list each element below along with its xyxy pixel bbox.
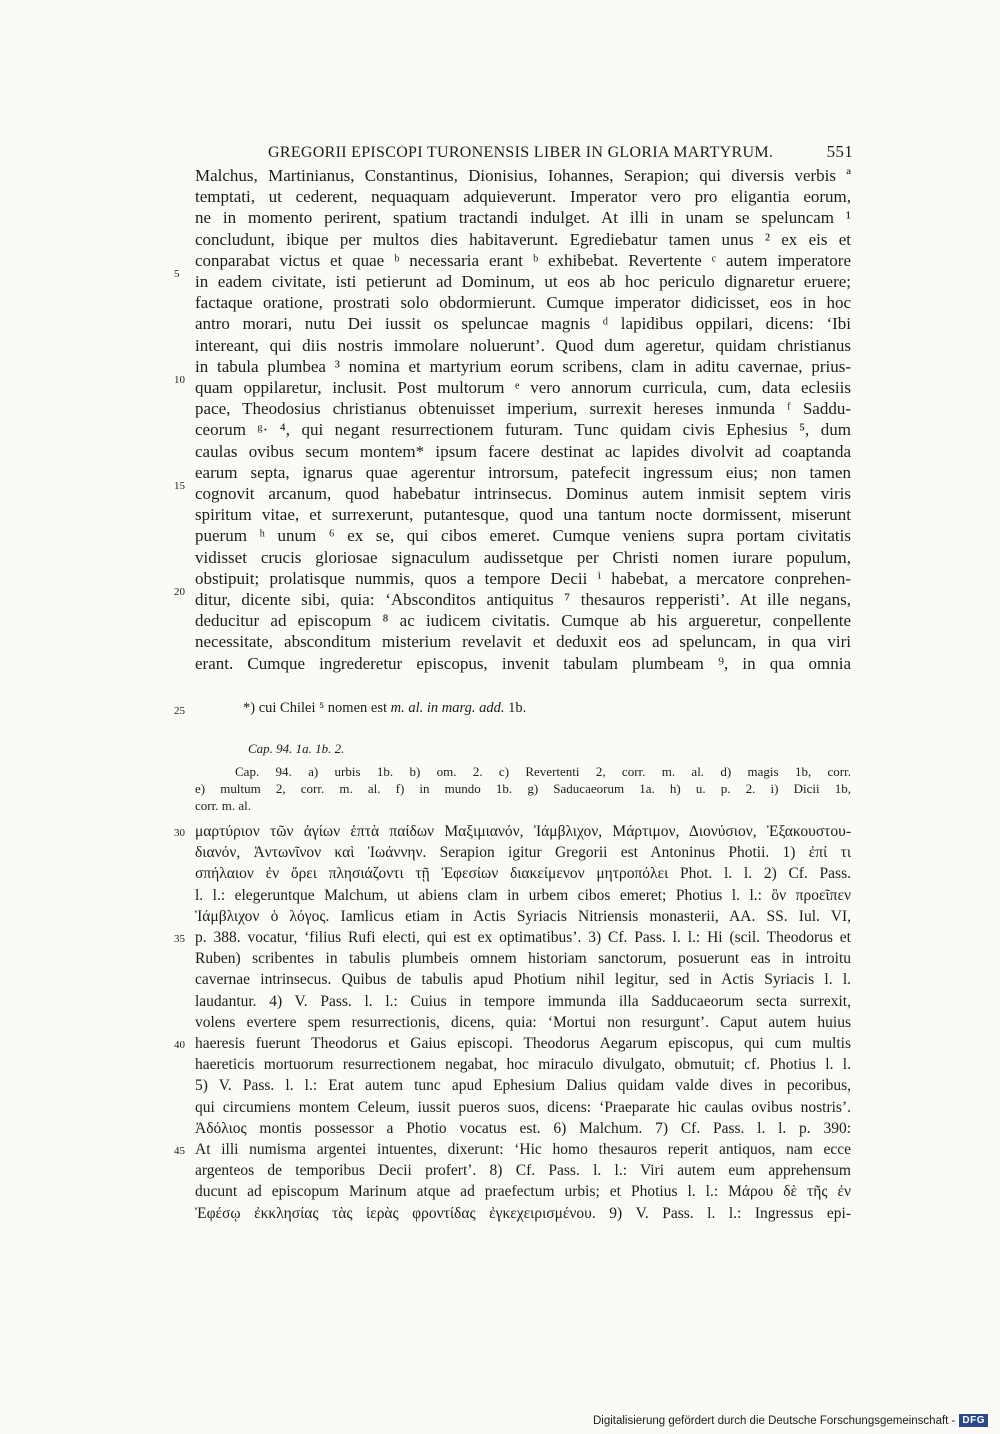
commentary-line: σπήλαιον ἐν ὄρει πλησιάζοντι τῇ Ἐφεσίων διακείμενον μητροπόλει Phot. l. l. 2) Cf. Pass. [195, 865, 851, 883]
commentary-line: laudantur. 4) V. Pass. l. l.: Cuius in tempore immunda illa Sadducaeorum secta surrexit, [195, 992, 851, 1010]
chapter-witnesses: Cap. 94. 1a. 1b. 2. [248, 741, 345, 756]
page-number: 551 [826, 142, 853, 161]
line-number: 45 [174, 1145, 185, 1157]
line-number: 30 [174, 827, 185, 839]
line-number: 20 [174, 586, 185, 598]
main-line: quam oppilaretur, inclusit. Post multorum ᵉ vero annorum curricula, cum, data eclesiis [195, 378, 851, 397]
footnote-text: 1b. [504, 700, 527, 716]
main-line: in eadem civitate, isti petierunt ad Dominum, ut eos ab hoc periculo dignaretur eruere; [195, 272, 851, 291]
commentary-line: qui circumiens montem Celeum, iussit pueros suos, dicens: ‘Praeparate hic caulas ovibus nostris’. [195, 1098, 851, 1116]
main-line: antro morari, nutu Dei iussit os speluncae magnis ᵈ lapidibus oppilari, dicens: ‘Ibi [195, 314, 851, 334]
commentary-line: Ἐφέσῳ ἐκκλησίας τὰς ἱερὰς φροντίδας ἐγκεχειρισμένου. 9) V. Pass. l. l.: Ingressus epi- [195, 1204, 851, 1222]
main-line: in tabula plumbea ³ nomina et martyrium eorum scribens, clam in aditu cavernae, prius- [195, 356, 851, 376]
main-line: earum septa, ignarus quae agerentur introrsum, patefecit ingressum eius; non tamen [195, 462, 851, 482]
line-number: 25 [174, 705, 185, 717]
apparatus-line: e) multum 2, corr. m. al. f) in mundo 1b. g) Saducaeorum 1a. h) u. p. 2. i) Dicii 1b, [195, 781, 851, 796]
line-number: 35 [174, 933, 185, 945]
main-line: intereant, qui diis nostris immolare noluerunt’. Quod dum ageretur, quidam christianus [195, 335, 851, 355]
main-line: pace, Theodosius christianus obtenuisset imperium, surrexit hereses inmunda ᶠ Saddu- [195, 399, 851, 419]
main-line: Malchus, Martinianus, Constantinus, Dionisius, Iohannes, Serapion; qui diversis verbis ª [195, 166, 851, 185]
line-number: 40 [174, 1039, 185, 1051]
main-line: puerum ʰ unum ⁶ ex se, qui cibos emeret. Cumque veniens supra portam civitatis [195, 526, 851, 546]
commentary-line: l. l.: elegeruntque Malchum, ut abiens clam in urbem cibos emeret; Photius l. l.: ὃν προεῖπεν [195, 886, 851, 904]
main-line: caulas ovibus secum montem* ipsum facere destinat ac lapides divolvit ad coaptanda [195, 441, 851, 461]
commentary-line: haeresis fuerunt Theodorus et Gaius episcopi. Theodorus Aegarum episcopus, qui cum multis [195, 1035, 851, 1052]
main-line: conparabat victus et quae ᵇ necessaria erant ᵇ exhibebat. Revertente ᶜ autem imperatore [195, 250, 851, 270]
commentary-line: Ἀδόλιος montis possessor a Photio vocatus est. 6) Malchum. 7) Cf. Pass. l. l. p. 390: [195, 1119, 851, 1137]
line-number: 5 [174, 268, 180, 280]
commentary-line: ducunt ad episcopum Marinum atque ad praefectum urbis; et Photius l. l.: Μάρου δὲ τῆς ἐν [195, 1183, 851, 1201]
main-line: erant. Cumque ingrederetur episcopus, invenit tabulam plumbeam ⁹, in qua omnia [195, 653, 851, 673]
line-number: 10 [174, 374, 185, 386]
commentary-line: μαρτύριον τῶν ἁγίων ἑπτὰ παίδων Μαξιμιανόν, Ἰάμβλιχον, Μάρτιμον, Διονύσιον, Ἐξακουστου- [195, 823, 851, 840]
commentary-line: Ruben) scribentes in tabulis plumbeis omnem historiam sanctorum, posuerunt eas in introitu [195, 950, 851, 968]
commentary-line: p. 388. vocatur, ‘filius Rufi electi, qui est ex optimatibus’. 3) Cf. Pass. l. l.: Hi (scil. Theodorus et [195, 929, 851, 946]
main-line: ditur, dicente sibi, quia: ‘Absconditos antiquitus ⁷ thesauros repperisti’. At ille negans, [195, 590, 851, 609]
commentary-line: 5) V. Pass. l. l.: Erat autem tunc apud Ephesium Dalius quidam valde dives in pecoribus, [195, 1077, 851, 1095]
apparatus-line: Cap. 94. a) urbis 1b. b) om. 2. c) Revertenti 2, corr. m. al. d) magis 1b, corr. [235, 764, 851, 779]
commentary-line: At illi numisma argentei intuentes, dixerunt: ‘Hic homo thesauros reperit antiquos, nam ecce [195, 1141, 851, 1158]
starred-footnote [243, 700, 526, 717]
main-line: temptati, ut cederent, nequaquam adquieverunt. Imperator vero pro eligantia eorum, [195, 187, 851, 207]
main-line: cognovit arcanum, quod habebatur intrinsecus. Dominus autem inmisit septem viris [195, 484, 851, 503]
footnote-text-italic: m. al. in marg. add. [390, 700, 505, 716]
main-line: obstipuit; prolatisque nummis, quos a tempore Decii ⁱ habebat, a mercatore conprehen- [195, 568, 851, 588]
apparatus-line: corr. m. al. [195, 798, 251, 813]
commentary-line: volens evertere spem resurrectionis, dicens, quia: ‘Mortui non resurgunt’. Caput autem huius [195, 1013, 851, 1031]
main-line: ceorum ᵍ· ⁴, qui negant resurrectionem futuram. Tunc quidam civis Ephesius ⁵, dum [195, 420, 851, 440]
main-line: factaque oratione, prostrati solo obdormierunt. Cumque imperator didicisset, eos in hoc [195, 293, 851, 313]
commentary-line: argenteos de temporibus Decii profert’. 8) Cf. Pass. l. l.: Viri autem eum apprehensum [195, 1162, 851, 1180]
commentary-line: haereticis mortuorum resurrectionem negabat, hoc miraculo divulgato, obmutuit; cf. Photius l. l. [195, 1056, 851, 1074]
main-line: necessitate, absconditum misterium revelavit et deduxit eos ad speluncam, in qua viri [195, 632, 851, 652]
running-title: GREGORII EPISCOPI TURONENSIS LIBER IN GLORIA MARTYRUM. [268, 144, 774, 161]
footer-text: Digitalisierung gefördert durch die Deutsche Forschungsgemeinschaft - [592, 1414, 956, 1427]
running-header [268, 142, 853, 162]
commentary-line: Ἰάμβλιχον ὁ λόγος. Iamlicus etiam in Actis Syriacis Nitriensis monasterii, AA. SS. Iul. VI, [195, 907, 851, 925]
footnote-text: *) cui Chilei ⁵ nomen est [243, 700, 391, 716]
commentary-line: διανόν, Ἀντωνῖνον καὶ Ἰωάννην. Serapion igitur Gregorii est Antoninus Photii. 1) ἐπί τι [195, 844, 851, 862]
line-number: 15 [174, 480, 185, 492]
main-line: concludunt, ibique per multos dies habitaverunt. Egrediebatur tamen unus ² ex eis et [195, 229, 851, 249]
commentary-line: cavernae intrinsecus. Quibus de tabulis apud Photium nihil legitur, sed in Actis Syriacis l. l. [195, 971, 851, 989]
digitization-footer [593, 1414, 988, 1427]
main-line: ne in momento perirent, spatium tractandi indulget. At illi in unam se speluncam ¹ [195, 208, 851, 228]
main-line: deducitur ad episcopum ⁸ ac iudicem civitatis. Cumque ab his argueretur, conpellente [195, 611, 851, 631]
main-line: spiritum vitae, et surrexerunt, putantesque, quod una tantum nocte dormissent, miserunt [195, 505, 851, 525]
main-line: vidisset crucis gloriosae signaculum audissetque per Christi nomen iurare populum, [195, 547, 851, 567]
dfg-logo: DFG [959, 1414, 988, 1427]
